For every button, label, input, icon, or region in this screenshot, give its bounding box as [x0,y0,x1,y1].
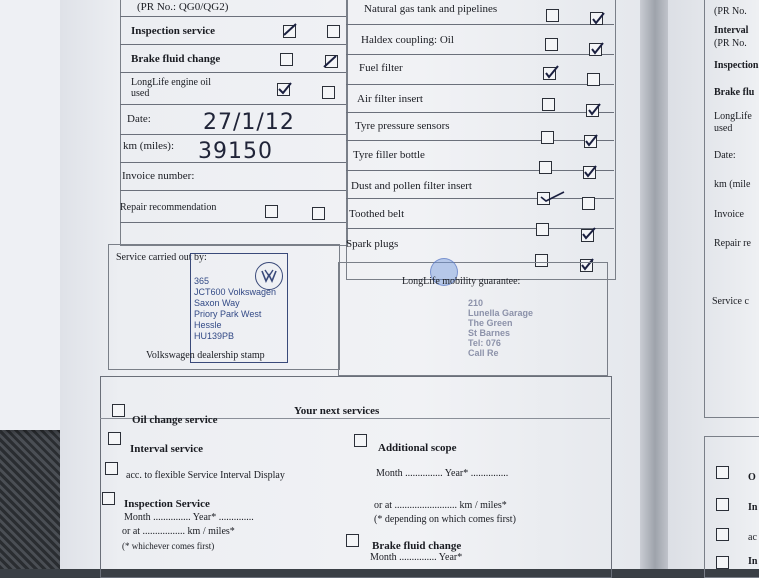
additional-scope-label: Additional scope [378,442,457,454]
brake-fluid-next-label: Brake fluid change [372,540,462,552]
checklist-item-tyre-filler: Tyre filler bottle [353,149,425,161]
dealership-stamp-caption: Volkswagen dealership stamp [146,350,265,361]
dealership-stamp [190,253,288,363]
tick-mark-icon [586,101,602,117]
invoice-number-label: Invoice number: [122,170,195,182]
tick-mark-icon [589,40,605,56]
flexible-interval-checkbox[interactable] [105,462,118,475]
longlife-mobility-label: LongLife mobility guarantee: [402,276,521,287]
stamp-line: Saxon Way [194,298,240,308]
additional-scope-checkbox[interactable] [354,434,367,447]
handwritten-km: 39150 [198,139,273,164]
oil-change-checkbox[interactable] [112,404,125,417]
air-filter-checkbox-1[interactable] [542,98,555,111]
right-label: In [748,556,758,567]
gas-tank-checkbox-1[interactable] [546,9,559,22]
checklist-item-fuel-filter: Fuel filter [359,62,403,74]
tick-mark-icon [583,132,599,148]
right-label: Invoice [714,209,744,220]
right-label: Brake flu [714,87,755,98]
additional-month-line: Month ............... Year* ............... [376,468,509,479]
stamp-line: Hessle [194,320,222,330]
handwritten-date: 27/1/12 [203,110,295,135]
inspection-next-label: Inspection Service [124,498,210,510]
tick-mark-icon [543,64,559,80]
right-checkbox[interactable] [716,466,729,479]
right-checkbox[interactable] [716,556,729,569]
inspection-next-checkbox[interactable] [102,492,115,505]
tick-mark-icon [590,10,606,26]
checklist-item-tyre-pressure: Tyre pressure sensors [355,120,450,132]
inspection-service-label: Inspection service [131,25,216,37]
right-label: (PR No. [714,6,747,17]
brake-fluid-checkbox-1[interactable] [280,53,293,66]
checklist-item-toothed-belt: Toothed belt [349,208,405,220]
checklist-item-air-filter: Air filter insert [357,93,423,105]
checklist-item-gas-tank: Natural gas tank and pipelines [364,3,498,15]
haldex-checkbox-1[interactable] [545,38,558,51]
right-label: ac [748,532,757,543]
right-label: Repair re [714,238,751,249]
inspection-service-checkbox-2[interactable] [327,25,340,38]
inspection-note: (* whichever comes first) [122,541,215,551]
fuel-filter-checkbox-2[interactable] [587,73,600,86]
date-label: Date: [127,113,151,125]
stamp-line: 365 [194,276,210,286]
right-checkbox[interactable] [716,528,729,541]
longlife-oil-checkbox-2[interactable] [322,86,335,99]
repair-recommendation-checkbox-1[interactable] [265,205,278,218]
right-label: km (mile [714,179,751,190]
longlife-oil-label: LongLife engine oil used [131,77,211,99]
oil-change-service-label: Oil change service [132,414,218,426]
tick-mark-icon [322,54,338,70]
pollen-filter-checkbox-2[interactable] [582,197,595,210]
next-services-title: Your next services [294,405,380,417]
right-label: Date: [714,150,736,161]
interval-service-checkbox[interactable] [108,432,121,445]
stamp-line: HU139PB [194,331,235,341]
right-label: LongLife [714,111,752,122]
right-label: (PR No. [714,38,747,49]
right-checkbox[interactable] [716,498,729,511]
toothed-belt-checkbox-1[interactable] [536,223,549,236]
tyre-pressure-checkbox-1[interactable] [541,131,554,144]
additional-or-line: or at ......................... km / miles* [374,500,507,511]
right-label: Inspection [714,60,759,71]
tick-mark-icon [282,22,298,38]
tick-mark-icon [538,188,566,204]
interval-service-label: Interval service [130,443,203,455]
book-spine [640,0,670,569]
brake-fluid-next-checkbox[interactable] [346,534,359,547]
checklist-item-haldex: Haldex coupling: Oil [361,34,454,46]
service-carried-out-label: Service carried out by: [116,252,207,263]
smudged-stamp-text: 210 Lunella Garage The Green St Barnes Tel: 076 Call Re [468,298,534,358]
additional-note: (* depending on which comes first) [374,514,516,525]
checklist-item-pollen-filter: Dust and pollen filter insert [351,180,472,192]
right-label: In [748,502,758,513]
stamp-line: Priory Park West [194,309,262,319]
tick-mark-icon [580,225,596,241]
tyre-filler-checkbox-1[interactable] [539,161,552,174]
checklist-item-spark-plugs: Spark plugs [346,238,399,250]
inspection-or-line: or at ................. km / miles* [122,526,235,537]
repair-recommendation-label: Repair recommendation [120,202,217,213]
brake-fluid-change-label: Brake fluid change [131,53,221,65]
flexible-interval-label: acc. to flexible Service Interval Display [126,470,285,481]
right-label: O [748,472,756,483]
right-label: Service c [712,296,749,307]
repair-recommendation-checkbox-2[interactable] [312,207,325,220]
right-label: Interval [714,25,749,36]
tick-mark-icon [582,163,598,179]
inspection-month-line: Month ............... Year* .............. [124,512,254,523]
tick-mark-icon [276,80,292,96]
km-label: km (miles): [123,140,175,152]
right-label: used [714,123,733,134]
pr-no-label: (PR No.: QG0/QG2) [137,1,229,13]
stamp-line: JCT600 Volkswagen [194,287,277,297]
brake-fluid-month-line: Month ............... Year* [370,552,463,563]
